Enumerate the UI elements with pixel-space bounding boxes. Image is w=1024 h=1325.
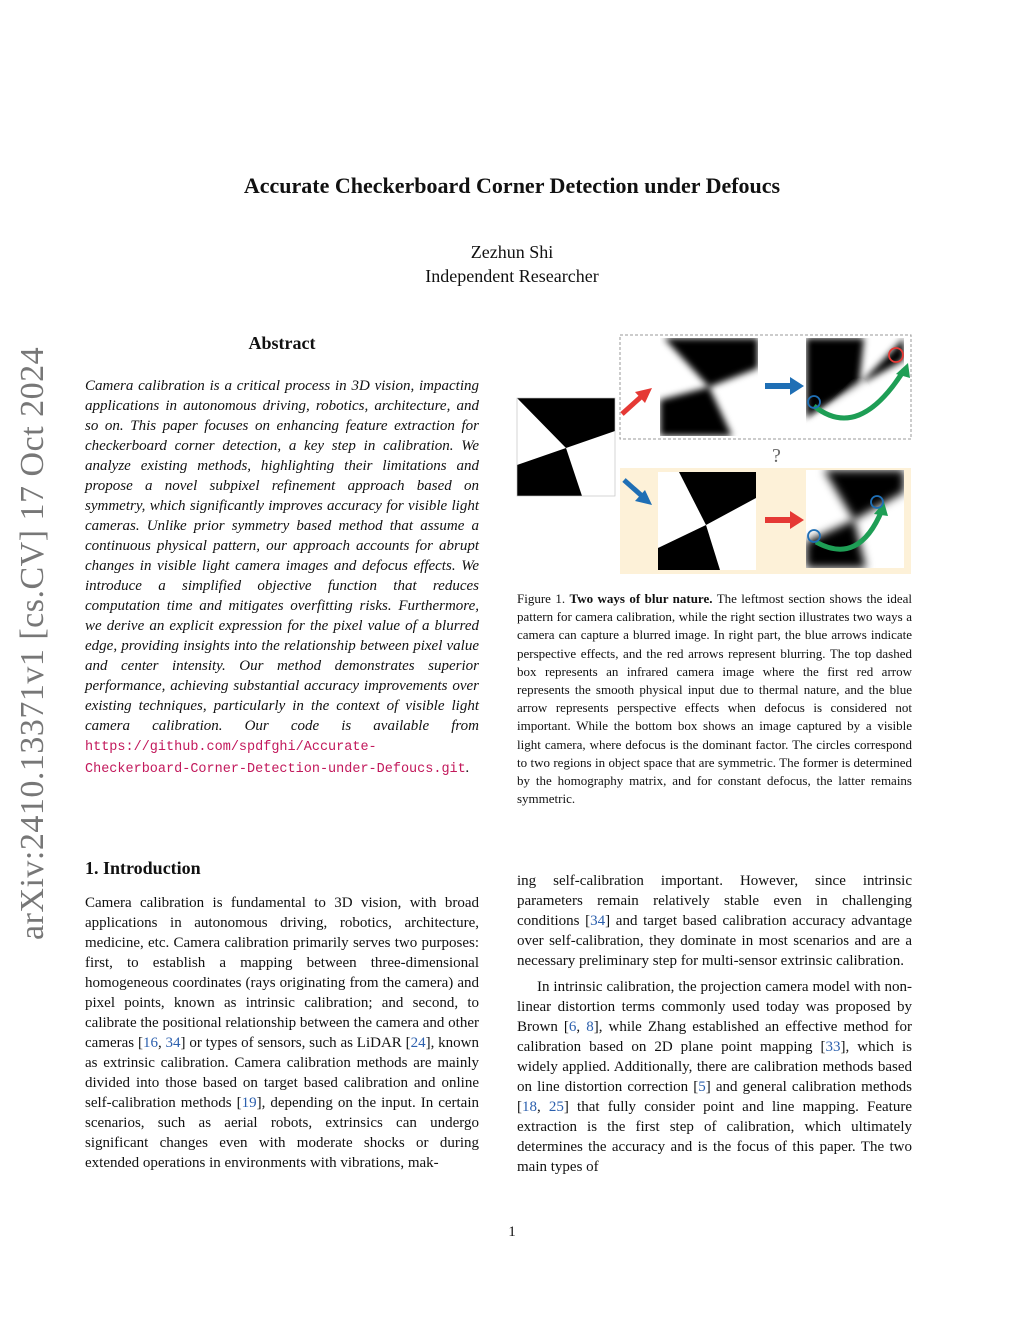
author-affiliation: Independent Researcher <box>425 266 599 286</box>
abstract-text: Camera calibration is a critical process in 3D vision, impacting applications in autonomous driving, robotics, architecture, and so on. This paper focuses on enhancing feature extraction for checkerboard corner detection, a key step in calibration. We analyze existing methods, highlighting their limitations and propose a novel subpixel refinement approach based on symmetry, which significantly improves accuracy for visible light cameras. Unlike prior symmetry based method that assume a continuous physical pattern, our approach accounts for abrupt changes in visible light camera images and defocus effects. We introduce a simplified objective function that reduces computation time and mitigates overfitting risks. Furthermore, we derive an explicit expression for the pixel value of a blurred edge, providing insights into the relationship between pixel value and center intensity. Our method demonstrates superior performance, achieving substantial accuracy improvements over existing techniques, particularly in the context of visible light camera calibration. Our code is available from <box>85 378 479 734</box>
citation[interactable]: 18 <box>522 1099 537 1115</box>
author-name: Zezhun Shi <box>470 242 554 262</box>
body-text: ] and target based calibration accuracy advantage over self-calibration, they dominate in most scenarios and are a necessary preliminary step for multi-sensor extrinsic calibration. <box>517 913 912 969</box>
body-text: In intrinsic calibration, the projection camera model with non-linear distortion terms commonly used today was proposed by Brown [ <box>517 979 912 1035</box>
citation[interactable]: 19 <box>241 1095 257 1111</box>
caption-title: Two ways of blur nature. <box>569 591 713 606</box>
intro-paragraph: Camera calibration is fundamental to 3D vision, with broad applications in autonomous driving, robotics, architecture, medicine, etc. Camera calibration primarily serves two purposes: first, to establish a mapping between three-dimensional homogeneous coordinates (rays originating from the camera) and pixel points, known as intrinsic calibration; and second, to calibrate the positional relationship between the camera and other cameras [16, 34] or types of sensors, such as LiDAR [24], known as extrinsic calibration. Camera calibration methods are mainly divided into those based on target based calibration and online self-calibration methods [19], depending on the input. In certain scenarios, such as aerial robots, extrinsics can undergo significant changes even with moderate shocks or during extended operations in environments with vibrations, mak- <box>85 895 480 1171</box>
right-paragraph-2: In intrinsic calibration, the projection camera model with non-linear distortion terms commonly used today was proposed by Brown [6, 8], while Zhang established an effective method for calibration based on 2D plane point mapping [33], which is widely applied. Additionally, there are calibration methods based on line distortion correction [5] and general calibration methods [18, 25] that fully consider point and line mapping. Feature extraction is the first step of calibration, which ultimately determines the accuracy and is the focus of this paper. The two main types of <box>517 979 912 1175</box>
citation[interactable]: 16 <box>142 1035 158 1051</box>
citation[interactable]: 34 <box>590 913 606 929</box>
caption-label: Figure 1. <box>517 591 566 606</box>
citation[interactable]: 34 <box>165 1035 181 1051</box>
paper-title: Accurate Checkerboard Corner Detection under Defoucs <box>243 173 781 198</box>
citation[interactable]: 5 <box>698 1079 706 1095</box>
page-number: 1 <box>508 1224 516 1240</box>
blurred-pattern-bottom-2 <box>806 470 904 568</box>
intro-text: ], depending on the input. In certain scenarios, such as aerial robots, extrinsics can undergo significant changes even with moderate shocks or during extended operations in environments with vibrations, mak- <box>85 1095 479 1171</box>
code-link[interactable]: https://github.com/spdfghi/Accurate-Checkerboard-Corner-Detection-under-Defoucs.git <box>85 740 466 777</box>
right-paragraph-1 <box>517 871 912 971</box>
abstract-end: . <box>465 760 470 776</box>
right-column-text <box>517 871 912 1177</box>
body-text: ] that fully consider point and line mapping. Feature extraction is the first step of calibration, which ultimately determines the accuracy and is the focus of this paper. The two main types of <box>517 1099 912 1175</box>
red-arrow-top <box>622 388 652 414</box>
section-heading-introduction: 1. Introduction <box>85 858 201 878</box>
ideal-pattern <box>517 398 615 496</box>
intro-text: Camera calibration is fundamental to 3D vision, with broad applications in autonomous driving, robotics, architecture, medicine, etc. Camera calibration primarily serves two purposes: first, to establish a mapping between three-dimensional homogeneous coordinates (rays originating from the camera) and pixel points, known as intrinsic calibration; and second, to calibrate the positional relationship between the camera and other cameras [ <box>85 895 480 1051</box>
caption-text: The leftmost section shows the ideal pattern for camera calibration, while the right section illustrates two ways a camera can capture a blurred image. In right part, the blue arrows indicate perspective effects, and the red arrows represent blurring. The top dashed box represents an infrared camera image where the first red arrow represents the smooth physical input due to thermal nature, and the blue arrow represents perspective effects when defocus is considered not important. While the bottom box shows an image captured by a visible light camera, where defocus is the dominant factor. The circles correspond to two regions in object space that are symmetric. The former is determined by the homography matrix, and for constant defocus, the latter remains symmetric. <box>517 591 913 807</box>
citation[interactable]: 24 <box>410 1035 426 1051</box>
citation[interactable]: 25 <box>548 1099 564 1115</box>
citation[interactable]: 6 <box>568 1019 577 1035</box>
abstract-body <box>85 376 479 780</box>
question-mark: ? <box>772 445 781 467</box>
figure-1 <box>514 330 914 580</box>
blue-arrow-top <box>765 377 804 395</box>
body-text: ] and general calibration methods [ <box>517 1079 912 1115</box>
body-text: ], while Zhang established an effective method for calibration based on 2D plane point mapping [ <box>517 1019 912 1055</box>
body-text: ], which is widely applied. Additionally, there are calibration methods based on line distortion correction [ <box>517 1039 912 1095</box>
arxiv-identifier: arXiv:2410.13371v1 [cs.CV] 17 Oct 2024 <box>14 346 51 940</box>
citation[interactable]: 8 <box>586 1019 594 1035</box>
author-block <box>0 240 1024 288</box>
abstract-heading: Abstract <box>248 333 316 353</box>
perspective-pattern-bottom-1 <box>658 472 756 570</box>
blurred-pattern-top-1 <box>660 338 758 436</box>
intro-text: ] or types of sensors, such as LiDAR [ <box>180 1035 411 1051</box>
intro-text: ], known as extrinsic calibration. Camera calibration methods are mainly divided into those based on target based calibration and online self-calibration methods [ <box>85 1035 480 1111</box>
body-text: ing self-calibration important. However, since intrinsic parameters remain relatively stable even in challenging conditions [ <box>517 873 912 929</box>
citation[interactable]: 33 <box>825 1039 841 1055</box>
figure-caption <box>517 590 912 808</box>
